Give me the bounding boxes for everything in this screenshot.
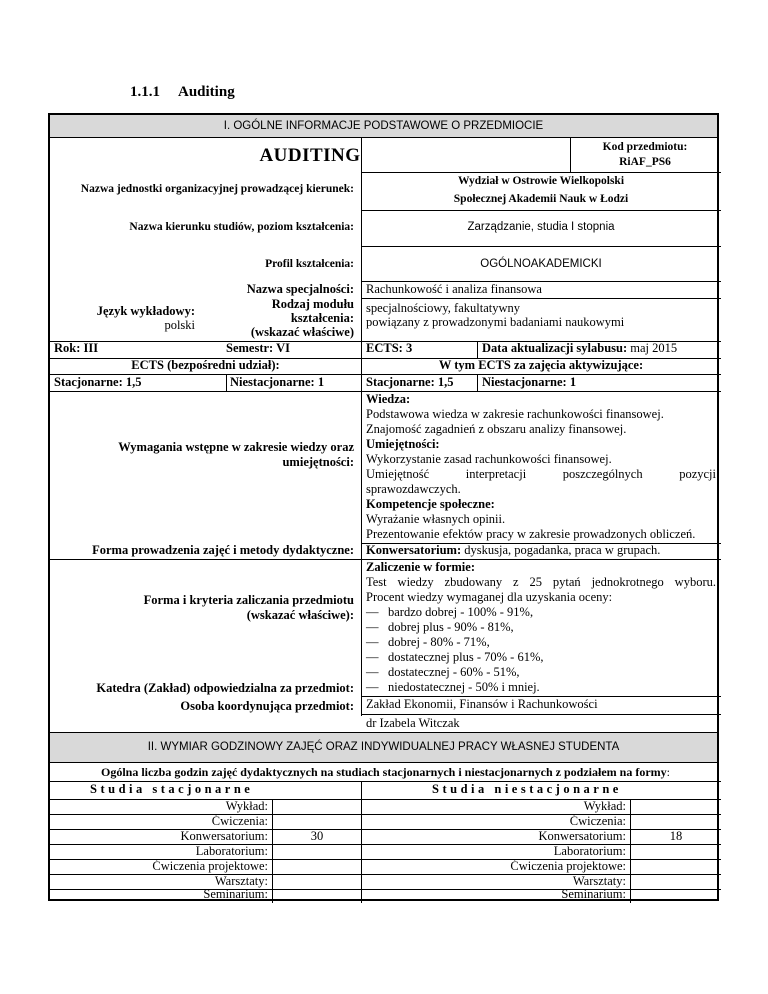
course-code: RiAF_PS6 — [619, 156, 671, 168]
field-value: Zarządzanie, studia I stopnia — [467, 221, 615, 233]
row-label-lecture: Wykład: — [225, 799, 268, 813]
knowledge-1: Podstawowa wiedza w zakresie rachunkowości finansowej. — [366, 407, 664, 421]
section-1-header: I. OGÓLNE INFORMACJE PODSTAWOWE O PRZEDMIOCIE — [50, 115, 717, 138]
skills-3: sprawozdawczych. — [366, 482, 461, 496]
row-value-nonstationary: 18 — [669, 829, 683, 843]
semester: Semestr: VI — [226, 341, 290, 355]
row-label-laboratory: Laboratorium: — [195, 844, 268, 858]
row-label-lecture-ns: Wykład: — [583, 799, 626, 813]
skills-1: Wykorzystanie zasad rachunkowości finansowej. — [366, 452, 612, 466]
coordinator-value: dr Izabela Witczak — [366, 716, 460, 730]
grade-item: — niedostatecznej - 50% i mniej. — [366, 680, 540, 695]
assessment-label-2: (wskazać właściwe): — [246, 608, 354, 622]
ects-active-stationary: Stacjonarne: 1,5 — [366, 375, 454, 389]
divider — [477, 374, 478, 391]
stationary-title: Studia stacjonarne — [90, 782, 254, 796]
module-value-1: specjalnościowy, fakultatywny — [366, 301, 521, 315]
hours-intro-colon: : — [666, 765, 670, 779]
unit-value-line1: Wydział w Ostrowie Wielkopolski — [457, 175, 625, 187]
methods-label: Forma prowadzenia zajęć i metody dydaktyczne: — [92, 543, 354, 557]
grade-item: — dobrej plus - 90% - 81%, — [366, 620, 514, 635]
section-heading — [130, 84, 235, 101]
field-label: Nazwa kierunku studiów, poziom kształcenia: — [129, 221, 354, 233]
competence-1: Wyrażanie własnych opinii. — [366, 512, 506, 526]
language-label: Język wykładowy: — [96, 304, 195, 318]
hours-intro — [50, 765, 721, 780]
language-value: polski — [164, 318, 195, 332]
divider — [477, 341, 478, 358]
assessment-line-2: Procent wiedzy wymaganej dla uzyskania oceny: — [366, 590, 613, 604]
unit-label: Nazwa jednostki organizacyjnej prowadzącej kierunek: — [80, 183, 354, 195]
knowledge-title: Wiedza: — [366, 392, 411, 406]
assessment-title: Zaliczenie w formie: — [366, 560, 475, 574]
row-label-workshops-ns: Warsztaty: — [572, 874, 626, 888]
profile-value: OGÓLNOAKADEMICKI — [480, 258, 602, 270]
ects-active-label: W tym ECTS za zajęcia aktywizujące: — [438, 358, 644, 372]
divider — [361, 246, 721, 247]
syllabus-table — [48, 113, 719, 901]
prereq-label-2: umiejętności: — [282, 455, 354, 469]
row-label-conversatory: Konwersatorium: — [180, 829, 268, 843]
row-value-stationary: 30 — [310, 829, 324, 843]
module-label-1: Rodzaj modułu — [271, 297, 354, 311]
prereq-label-1: Wymagania wstępne w zakresie wiedzy oraz — [118, 440, 354, 454]
divider — [226, 374, 227, 391]
hours-intro-text: Ogólna liczba godzin zajęć dydaktycznych na studiach stacjonarnych i niestacjonarnych z podziałem na formy — [100, 765, 667, 779]
divider — [361, 298, 721, 299]
module-value-2: powiązany z prowadzonymi badaniami naukowymi — [366, 315, 625, 329]
year: Rok: III — [54, 341, 99, 355]
ects-direct-stationary: Stacjonarne: 1,5 — [54, 375, 142, 389]
assessment-label-1: Forma i kryteria zaliczania przedmiotu — [143, 593, 354, 607]
update-label: Data aktualizacji sylabusu: — [482, 341, 628, 355]
methods-value — [366, 543, 660, 558]
coordinator-label: Osoba koordynująca przedmiot: — [180, 699, 354, 713]
grade-item: — dostatecznej plus - 70% - 61%, — [366, 650, 544, 665]
competence-title: Kompetencje społeczne: — [366, 497, 495, 511]
grade-item: — bardzo dobrej - 100% - 91%, — [366, 605, 533, 620]
section-2-header: II. WYMIAR GODZINOWY ZAJĘĆ ORAZ INDYWIDUALNEJ PRACY WŁASNEJ STUDENTA — [50, 732, 717, 763]
update-value: maj 2015 — [630, 341, 678, 355]
skills-2: Umiejętność interpretacji poszczególnych pozycji — [366, 467, 716, 481]
ects-direct-nonstationary: Niestacjonarne: 1 — [230, 375, 325, 389]
row-label-seminar-ns: Seminarium: — [561, 887, 626, 901]
row-label-exercises: Ćwiczenia: — [211, 814, 268, 828]
department-label: Katedra (Zakład) odpowiedzialna za przedmiot: — [96, 681, 354, 695]
ects-direct-label: ECTS (bezpośredni udział): — [131, 358, 280, 372]
divider — [361, 714, 721, 715]
knowledge-2: Znajomość zagadnień z obszaru analizy finansowej. — [366, 422, 627, 436]
row-label-exercises-ns: Ćwiczenia: — [569, 814, 626, 828]
profile-label: Profil kształcenia: — [265, 258, 354, 270]
heading-number: 1.1.1 — [130, 84, 160, 100]
row-label-project: Ćwiczenia projektowe: — [152, 859, 268, 873]
ects: ECTS: 3 — [366, 341, 413, 355]
module-label-3: (wskazać właściwe) — [250, 325, 354, 339]
methods-value-text: dyskusja, pogadanka, praca w grupach. — [464, 543, 661, 557]
methods-value-bold: Konwersatorium: — [366, 543, 462, 557]
row-label-seminar: Seminarium: — [203, 887, 268, 901]
skills-title: Umiejętności: — [366, 437, 440, 451]
row-label-laboratory-ns: Laboratorium: — [553, 844, 626, 858]
nonstationary-title: Studia niestacjonarne — [432, 782, 622, 796]
divider — [361, 172, 721, 173]
row-label-project-ns: Ćwiczenia projektowe: — [510, 859, 626, 873]
grade-item: — dobrej - 80% - 71%, — [366, 635, 490, 650]
specialty-label: Nazwa specjalności: — [246, 282, 354, 296]
department-value: Zakład Ekonomii, Finansów i Rachunkowości — [366, 697, 598, 711]
heading-title: Auditing — [178, 84, 235, 100]
course-code-label: Kod przedmiotu: — [602, 141, 688, 153]
unit-value-line2: Społecznej Akademii Nauk w Łodzi — [453, 193, 629, 205]
ects-active-nonstationary: Niestacjonarne: 1 — [482, 375, 577, 389]
update-date — [482, 341, 677, 356]
row-label-conversatory-ns: Konwersatorium: — [538, 829, 626, 843]
assessment-line-1: Test wiedzy zbudowany z 25 pytań jednokrotnego wyboru. — [366, 575, 716, 589]
divider — [361, 210, 721, 211]
competence-2: Prezentowanie efektów pracy w zakresie prowadzonych obliczeń. — [366, 527, 696, 541]
grade-item: — dostatecznej - 60% - 51%, — [366, 665, 520, 680]
specialty-value: Rachunkowość i analiza finansowa — [366, 282, 542, 296]
row-label-workshops: Warsztaty: — [214, 874, 268, 888]
course-title: AUDITING — [259, 145, 361, 166]
module-label-2: kształcenia: — [290, 311, 354, 325]
